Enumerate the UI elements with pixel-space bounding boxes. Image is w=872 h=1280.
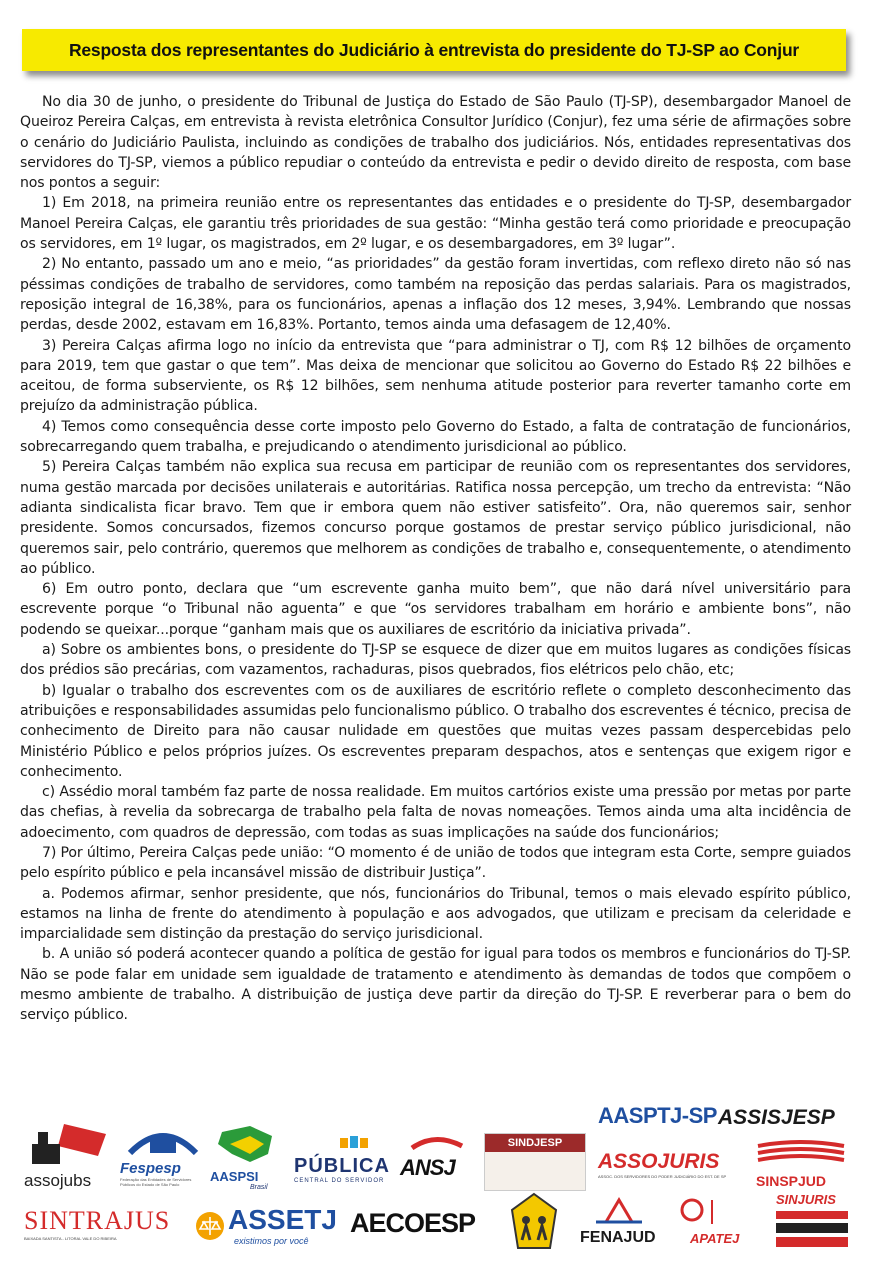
family-shield-icon	[508, 1192, 560, 1254]
aecoesp-label: AECOESP	[350, 1208, 476, 1238]
paragraph-7b: b. A união só poderá acontecer quando a política de gestão for igual para todos os membros e funcionários do TJ-SP. Não se pode falar em unidade sem igualdade de tratamento e atendimento às demandas de todos que compõem o mesmo ambiente de trabalho. A distribuição de justiça deve partir da direção do TJ-SP. E reverberar para o bem do serviço público.	[20, 946, 851, 1024]
paragraph-3: 3) Pereira Calças afirma logo no início da entrevista que “para administrar o TJ, com R$ 12 bilhões de orçamento para 2019, tem que gastar o que tem”. Mas deixa de mencionar que solicitou ao Governo do Estado R$ 22 bilhões e aceitou, de forma subserviente, os R$ 12 bilhões, sem nenhuma atitude posterior para reverter tamanho corte em prejuízo da administração pública.	[20, 337, 851, 415]
logo-aecoesp	[350, 1208, 490, 1254]
paragraph-6: 6) Em outro ponto, declara que “um escrevente ganha muito bem”, que não dará nível universitário para escrevente porque “o Tribunal não aguenta” e que “os servidores trabalham em horário e ambiente bons”, não podendo se queixar...porque “ganham mais que os auxiliares de escritório da iniciativa privada”.	[20, 581, 851, 638]
apatej-emblem-icon	[672, 1196, 758, 1226]
logo-sinspjud: SINSPJUD	[748, 1140, 852, 1190]
logo-apatej: APATEJ	[672, 1196, 758, 1254]
logo-assisjesp: ASSISJESP	[718, 1106, 835, 1129]
logo-aaspsi: AASPSI Brasil	[210, 1124, 290, 1194]
ansj-flag-icon	[392, 1136, 478, 1150]
fespesp-emblem-icon	[120, 1125, 206, 1155]
paragraph-5: 5) Pereira Calças também não explica sua recusa em participar de reunião com os representantes dos servidores, numa gestão marcada por decisões unilaterais e autoritárias. Ratifica nossa percepção, um trecho da entrevista: “Não adianta sindicalista ficar bravo. Tem que ir embora quem não estiver satisfeito”. Ora, não queremos sair, senhor presidente. Somos concursados, fizemos concurso porque gostamos de prestar serviço público jurisdicional, não queremos sair, pelo contrário, queremos que melhorem as condições de trabalho e, consequentemente, o atendimento ao público.	[20, 459, 851, 577]
title-banner	[22, 29, 846, 71]
paragraph-6b: b) Igualar o trabalho dos escreventes com os de auxiliares de escritório reflete o completo desconhecimento das atribuições e responsabilidades assumidas pelo funcionalismo público. O trabalho dos escreventes é técnico, precisa de conhecimento de Direito para não causar nulidade em questões que muitas vezes passam despercebidas pelo Ministério Público e pelos próprios juízes. Os escreventes preparam despachos, atos e sentenças que exigem rigor e conhecimento.	[20, 682, 851, 780]
scales-of-justice-icon	[194, 1210, 226, 1242]
logo-fespesp: Fespesp Federação das Entidades de Servidores Públicos do Estado de São Paulo	[120, 1125, 206, 1195]
logo-ansj: ANSJ	[392, 1136, 478, 1190]
paragraph-1: 1) Em 2018, na primeira reunião entre os representantes das entidades e o presidente do TJ-SP, desembargador Manoel Pereira Calças, ele garantiu três prioridades de sua gestão: “Minha gestão terá como prioridade e preocupação os servidores, em 1º lugar, os magistrados, em 2º lugar, e os desembargadores, em 3º lugar”.	[20, 195, 851, 253]
logo-publica: PÚBLICA CENTRAL DO SERVIDOR	[294, 1136, 386, 1192]
paragraph-intro: No dia 30 de junho, o presidente do Tribunal de Justiça do Estado de São Paulo (TJ-SP), desembargador Manoel de Queiroz Pereira Calças, em entrevista à revista eletrônica Consultor Jurídico (Conjur), fez uma série de afirmações sobre o cenário do Judiciário Paulista, incluindo as condições de trabalho dos judiciários. Nós, entidades representativas dos servidores do TJ-SP, viemos a público repudiar o conteúdo da entrevista e pedir o devido direito de resposta, com base nos pontos a seguir:	[20, 94, 851, 192]
logo-sindjesp	[484, 1133, 586, 1191]
paragraph-6a: a) Sobre os ambientes bons, o presidente do TJ-SP se esquece de dizer que em muitos lugares as condições físicas dos prédios são precárias, com vazamentos, rachaduras, pisos quebrados, fios elétricos pelo chão, etc;	[20, 642, 851, 679]
brazil-map-icon	[210, 1124, 280, 1164]
document-title: Resposta dos representantes do Judiciário à entrevista do presidente do TJ-SP ao Conjur	[68, 39, 800, 60]
publica-emblem-icon	[294, 1136, 386, 1150]
logo-sinjuris: SINJURIS	[772, 1192, 852, 1256]
logo-aecoesp-emblem	[508, 1192, 560, 1254]
logo-assojuris: ASSOJURIS ASSOC. DOS SERVIDORES DO PODER JUDICIÁRIO DO EST. DE SP	[598, 1150, 727, 1179]
logo-assojubs: assojubs	[24, 1122, 114, 1194]
logo-assetj: ASSETJ existimos por você	[194, 1204, 344, 1256]
fenajud-emblem-icon	[576, 1196, 662, 1224]
logo-aasptj: AASPTJ-SP	[598, 1103, 717, 1128]
paragraph-7a: a. Podemos afirmar, senhor presidente, que nós, funcionários do Tribunal, temos o mais elevado espírito público, estamos na linha de frente do atendimento à população e aos advogados, que utilizam e precisam da celeridade e imparcialidade sem distinção da prestação do serviço jurisdicional.	[20, 885, 851, 943]
paragraph-4: 4) Temos como consequência desse corte imposto pelo Governo do Estado, a falta de contratação de funcionários, sobrecarregando quem trabalha, e prejudicando o atendimento jurisdicional ao público.	[20, 418, 851, 456]
sinjuris-flag-icon	[772, 1207, 852, 1251]
paragraph-2: 2) No entanto, passado um ano e meio, “as prioridades” da gestão foram invertidas, com reflexo direto não só nas péssimas condições de trabalho de servidores, como também na reposição das perdas salariais. Para os magistrados, reposição integral de 16,38%, para os funcionários, apenas a inflação dos 12 meses, 3,94%. Lembrando que nossas perdas, desde 2002, estavam em 16,83%. Portanto, temos ainda uma defasagem de 12,40%.	[20, 256, 851, 334]
sinspjud-stripes-icon	[748, 1140, 852, 1168]
logo-sintrajus: SINTRAJUS BAIXADA SANTISTA - LITORAL VALE DO RIBEIRA	[24, 1206, 171, 1241]
assojubs-emblem-icon	[24, 1122, 114, 1168]
logo-fenajud: FENAJUD	[576, 1196, 662, 1254]
article-body	[20, 92, 851, 1026]
sindjesp-header: SINDJESP	[485, 1134, 585, 1152]
paragraph-6c: c) Assédio moral também faz parte de nossa realidade. Em muitos cartórios existe uma pressão por metas por parte das chefias, à revelia da sobrecarga de trabalho pela falta de novas nomeações. Temos ainda uma alta incidência de adoecimento, com quadros de depressão, com todas as suas implicações na saúde dos funcionários;	[20, 784, 851, 841]
paragraph-7: 7) Por último, Pereira Calças pede união: “O momento é de união de todos que integram esta Corte, sempre guiados pelo espírito público e pela incansável missão de distribuir Justiça”.	[20, 844, 851, 882]
